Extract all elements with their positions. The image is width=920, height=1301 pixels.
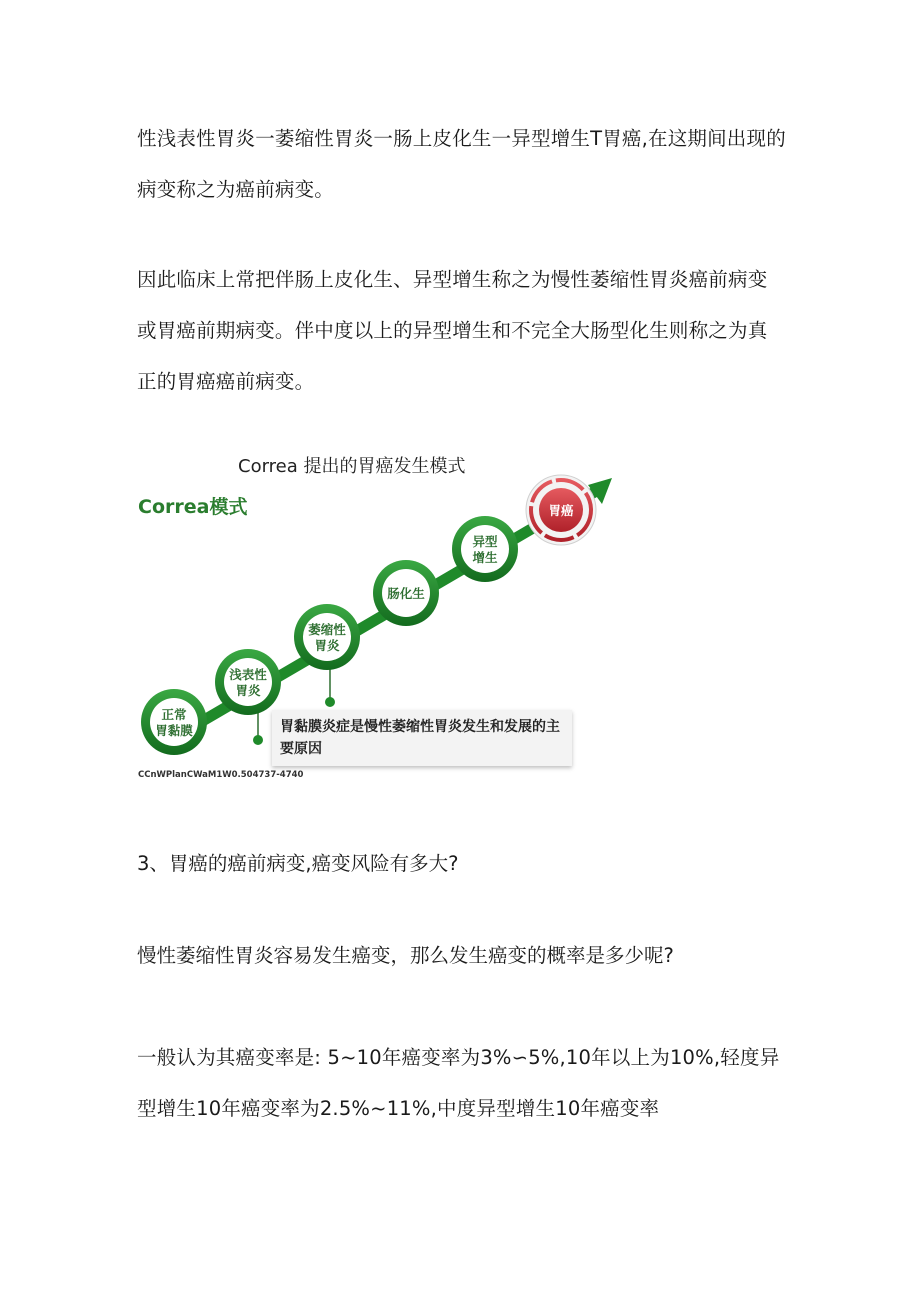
intro-paragraph: 性浅表性胃炎一萎缩性胃炎一肠上皮化生一异型增生T胃癌,在这期间出现的病变称之为癌前病变。 <box>137 127 786 201</box>
stage-label: 肠化生 <box>387 586 425 601</box>
clinical-paragraph: 因此临床上常把伴肠上皮化生、异型增生称之为慢性萎缩性胃炎癌前病变或胃癌前期病变。伴中度以上的异型增生和不完全大肠型化生则称之为真正的胃癌癌前病变。 <box>137 268 768 393</box>
stage-node-metaplasia <box>373 560 439 626</box>
callout-box: 胃黏膜炎症是慢性萎缩性胃炎发生和发展的主要原因 <box>272 710 572 766</box>
figure-caption: CCnWPlanCWaM1W0.504737-4740 <box>138 770 304 780</box>
correa-figure <box>130 440 630 790</box>
stage-node-superficial <box>215 649 281 715</box>
callout-dot <box>325 697 335 707</box>
stage-label: 正常 <box>161 707 187 722</box>
stage-label: 胃癌 <box>548 503 574 518</box>
stage-label: 异型 <box>472 534 498 549</box>
stage-node-dysplasia <box>452 516 518 582</box>
stage-node-normal <box>141 689 207 755</box>
correa-label: Correa模式 <box>138 496 248 518</box>
figure-title: Correa 提出的胃癌发生模式 <box>238 456 466 477</box>
stage-node-cancer <box>526 475 596 545</box>
stage-label: 胃黏膜 <box>155 723 193 738</box>
rate-paragraph: 一般认为其癌变率是: 5~10年癌变率为3%∽5%,10年以上为10%,轻度异型增生10年癌变率为2.5%~11%,中度异型增生10年癌变率 <box>137 1046 780 1120</box>
stage-label: 萎缩性 <box>308 622 346 637</box>
section-heading: 3、胃癌的癌前病变,癌变风险有多大? <box>137 852 459 875</box>
stage-label: 胃炎 <box>235 683 261 698</box>
stage-label: 浅表性 <box>229 667 267 682</box>
stage-node-atrophic <box>294 604 360 670</box>
callout-dot-2 <box>253 735 263 745</box>
question-paragraph: 慢性萎缩性胃炎容易发生癌变，那么发生癌变的概率是多少呢? <box>137 944 674 967</box>
stage-label: 增生 <box>472 550 498 565</box>
stage-label: 胃炎 <box>314 638 340 653</box>
